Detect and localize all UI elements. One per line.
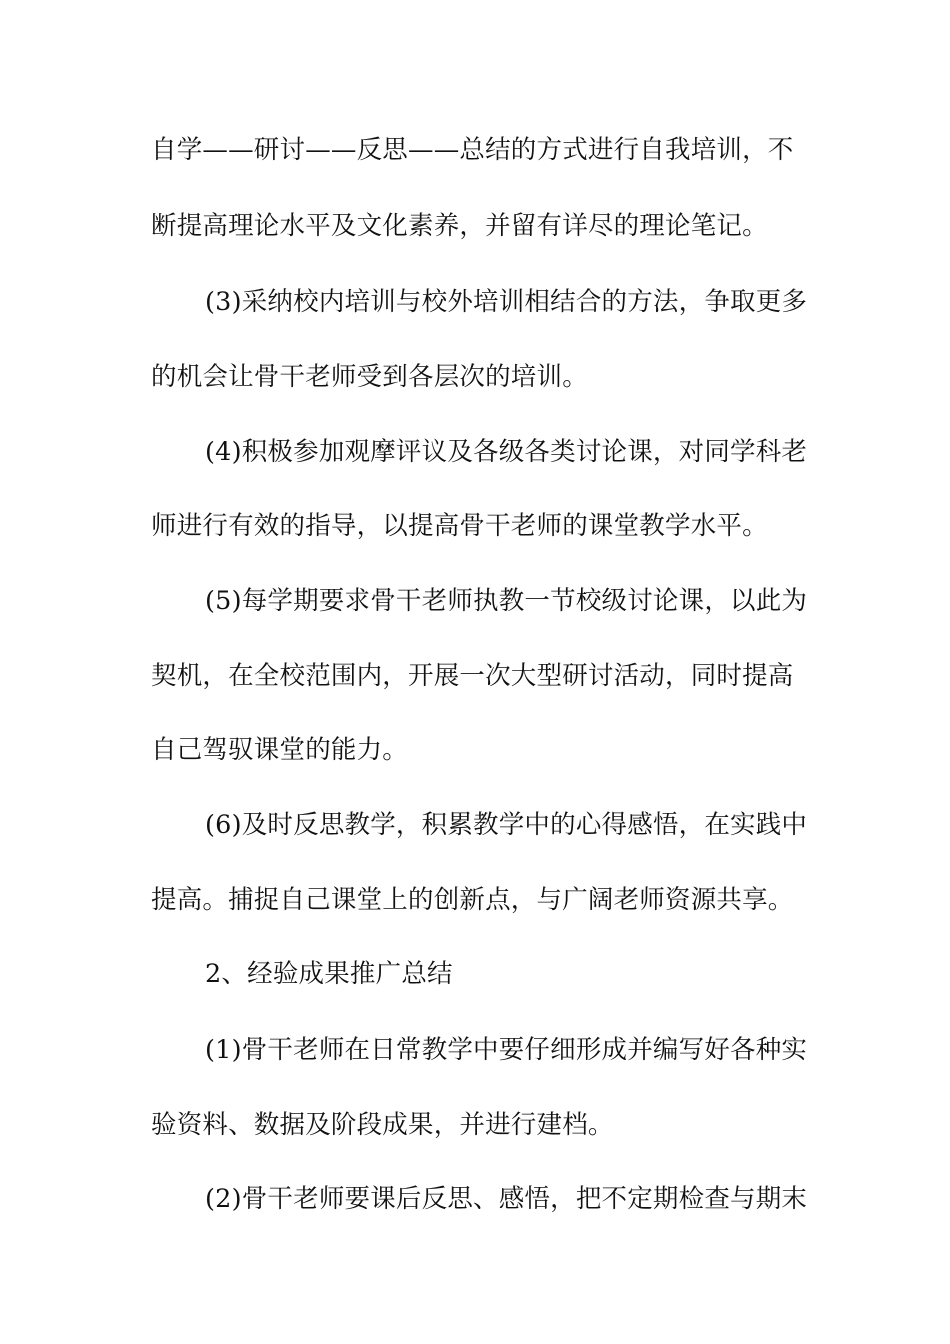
text-line: 验资料、数据及阶段成果，并进行建档。: [151, 1110, 614, 1140]
paragraph-4-start: (4)积极参加观摩评议及各级各类讨论课，对同学科老: [205, 437, 808, 467]
paragraph-6-start: (6)及时反思教学，积累教学中的心得感悟，在实践中: [205, 810, 808, 840]
text-line: 自己驾驭课堂的能力。: [151, 735, 409, 765]
text-line: 断提高理论水平及文化素养，并留有详尽的理论笔记。: [151, 211, 768, 241]
text-line: 自学——研讨——反思——总结的方式进行自我培训，不: [151, 135, 794, 165]
paragraph-1-start: (1)骨干老师在日常教学中要仔细形成并编写好各种实: [205, 1035, 808, 1065]
text-line: 契机，在全校范围内，开展一次大型研讨活动，同时提高: [151, 661, 794, 691]
section-heading: 2、经验成果推广总结: [205, 959, 453, 989]
text-line: 师进行有效的指导，以提高骨干老师的课堂教学水平。: [151, 511, 768, 541]
text-line: 的机会让骨干老师受到各层次的培训。: [151, 362, 588, 392]
text-line: 提高。捕捉自己课堂上的创新点，与广阔老师资源共享。: [151, 885, 794, 915]
paragraph-5-start: (5)每学期要求骨干老师执教一节校级讨论课，以此为: [205, 586, 808, 616]
paragraph-3-start: (3)采纳校内培训与校外培训相结合的方法，争取更多: [205, 287, 808, 317]
paragraph-2-start: (2)骨干老师要课后反思、感悟，把不定期检查与期末: [205, 1184, 808, 1214]
